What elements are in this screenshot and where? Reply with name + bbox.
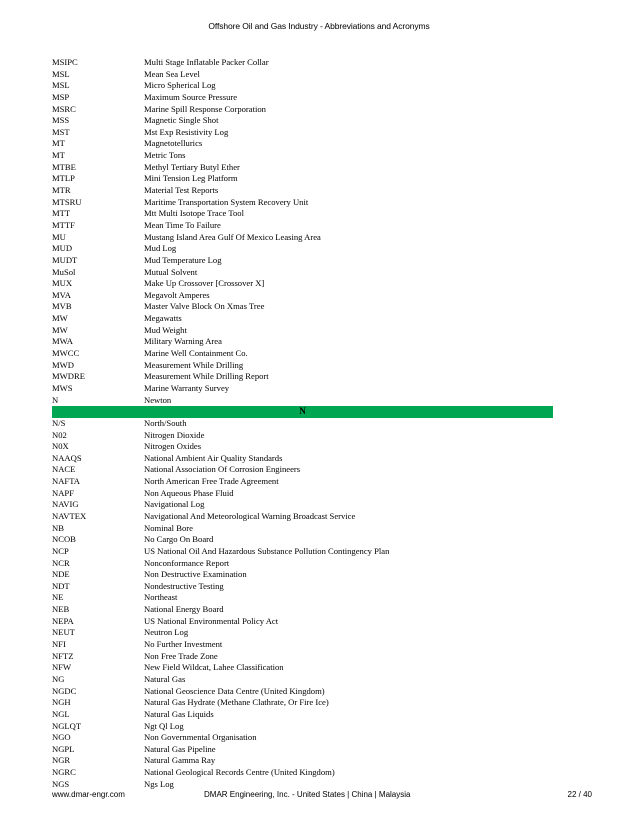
table-row: [52, 301, 553, 313]
abbreviation-cell: MT: [52, 150, 65, 161]
meaning-cell: Megavolt Amperes: [144, 289, 210, 300]
abbreviation-cell: MSL: [52, 80, 70, 91]
table-row: [52, 197, 553, 209]
meaning-cell: National Geoscience Data Centre (United Kingdom): [144, 685, 325, 696]
table-row: [52, 511, 553, 523]
abbreviation-table: [52, 57, 553, 790]
meaning-cell: Nitrogen Dioxide: [144, 429, 205, 440]
table-row: [52, 430, 553, 442]
abbreviation-cell: MSS: [52, 115, 70, 126]
abbreviation-cell: NGDC: [52, 685, 77, 696]
section-header-n: N: [52, 406, 553, 418]
meaning-cell: Natural Gas Hydrate (Methane Clathrate, Or Fire Ice): [144, 697, 329, 708]
table-row: [52, 336, 553, 348]
abbreviation-cell: NFW: [52, 662, 72, 673]
meaning-cell: Mean Sea Level: [144, 68, 200, 79]
table-row: [52, 371, 553, 383]
table-row: [52, 208, 553, 220]
table-row: [52, 127, 553, 139]
abbreviation-cell: MWS: [52, 382, 73, 393]
abbreviation-cell: NAPF: [52, 487, 74, 498]
abbreviation-cell: NGL: [52, 708, 70, 719]
table-row: [52, 360, 553, 372]
meaning-cell: Marine Warranty Survey: [144, 382, 230, 393]
abbreviation-cell: NAAQS: [52, 452, 82, 463]
meaning-cell: Mud Weight: [144, 324, 187, 335]
table-row: [52, 69, 553, 81]
table-row: [52, 243, 553, 255]
table-row: [52, 767, 553, 779]
abbreviation-cell: NGO: [52, 732, 71, 743]
meaning-cell: Non Aqueous Phase Fluid: [144, 487, 234, 498]
table-row: [52, 267, 553, 279]
abbreviation-cell: MWA: [52, 336, 74, 347]
abbreviation-cell: MTTF: [52, 219, 75, 230]
meaning-cell: Military Warning Area: [144, 336, 222, 347]
abbreviation-cell: MTSRU: [52, 196, 82, 207]
meaning-cell: No Cargo On Board: [144, 534, 214, 545]
table-row: [52, 80, 553, 92]
meaning-cell: Measurement While Drilling Report: [144, 371, 269, 382]
table-row: [52, 627, 553, 639]
table-row: [52, 162, 553, 174]
table-row: [52, 732, 553, 744]
table-row: [52, 173, 553, 185]
abbreviation-cell: NCP: [52, 545, 69, 556]
meaning-cell: Navigational And Meteorological Warning Broadcast Service: [144, 510, 356, 521]
meaning-cell: Mutual Solvent: [144, 266, 198, 277]
abbreviation-cell: MSP: [52, 91, 70, 102]
rows-m-group: [52, 57, 553, 406]
table-row: [52, 499, 553, 511]
table-row: [52, 104, 553, 116]
table-row: [52, 476, 553, 488]
abbreviation-cell: NEPA: [52, 615, 74, 626]
abbreviation-cell: NCR: [52, 557, 70, 568]
meaning-cell: No Further Investment: [144, 639, 223, 650]
meaning-cell: Natural Gas Liquids: [144, 708, 214, 719]
meaning-cell: Northeast: [144, 592, 178, 603]
meaning-cell: Newton: [144, 394, 172, 405]
meaning-cell: Magnetic Single Shot: [144, 115, 219, 126]
abbreviation-cell: MT: [52, 138, 65, 149]
table-row: [52, 57, 553, 69]
abbreviation-cell: NE: [52, 592, 64, 603]
table-row: [52, 569, 553, 581]
abbreviation-cell: NAFTA: [52, 476, 80, 487]
abbreviation-cell: NGRC: [52, 767, 76, 778]
table-row: [52, 744, 553, 756]
abbreviation-cell: NG: [52, 673, 65, 684]
rows-n-group: [52, 418, 553, 791]
meaning-cell: Nonconformance Report: [144, 557, 230, 568]
table-row: [52, 755, 553, 767]
table-row: [52, 546, 553, 558]
meaning-cell: New Field Wildcat, Lahee Classification: [144, 662, 284, 673]
abbreviation-cell: NDT: [52, 580, 70, 591]
table-row: [52, 674, 553, 686]
footer-page-number: 22 / 40: [567, 790, 592, 799]
table-row: [52, 325, 553, 337]
meaning-cell: Mini Tension Leg Platform: [144, 173, 238, 184]
abbreviation-cell: MSRC: [52, 103, 76, 114]
meaning-cell: Nitrogen Oxides: [144, 441, 202, 452]
meaning-cell: Neutron Log: [144, 627, 189, 638]
abbreviation-cell: NAVIG: [52, 499, 79, 510]
abbreviation-cell: NEUT: [52, 627, 75, 638]
meaning-cell: Natural Gas Pipeline: [144, 743, 216, 754]
table-row: [52, 220, 553, 232]
meaning-cell: Mud Log: [144, 243, 177, 254]
footer-website-link[interactable]: www.dmar-engr.com: [52, 790, 125, 799]
abbreviation-cell: MTR: [52, 185, 71, 196]
table-row: [52, 232, 553, 244]
meaning-cell: Non Governmental Organisation: [144, 732, 257, 743]
abbreviation-cell: MW: [52, 324, 68, 335]
table-row: [52, 441, 553, 453]
abbreviation-cell: MU: [52, 231, 66, 242]
table-row: [52, 639, 553, 651]
table-row: [52, 709, 553, 721]
table-row: [52, 150, 553, 162]
meaning-cell: Master Valve Block On Xmas Tree: [144, 301, 265, 312]
abbreviation-cell: NCOB: [52, 534, 76, 545]
meaning-cell: Mustang Island Area Gulf Of Mexico Leasing Area: [144, 231, 321, 242]
abbreviation-cell: MuSol: [52, 266, 76, 277]
abbreviation-cell: N02: [52, 429, 67, 440]
meaning-cell: Mst Exp Resistivity Log: [144, 126, 229, 137]
table-row: [52, 604, 553, 616]
table-row: [52, 464, 553, 476]
abbreviation-cell: MWDRE: [52, 371, 85, 382]
abbreviation-cell: MW: [52, 313, 68, 324]
meaning-cell: Marine Spill Response Corporation: [144, 103, 266, 114]
abbreviation-cell: MSIPC: [52, 57, 78, 67]
abbreviation-cell: NGPL: [52, 743, 75, 754]
meaning-cell: Ngt Ql Log: [144, 720, 184, 731]
table-row: [52, 255, 553, 267]
meaning-cell: Marine Well Containment Co.: [144, 348, 248, 359]
meaning-cell: National Ambient Air Quality Standards: [144, 452, 283, 463]
abbreviation-cell: N0X: [52, 441, 69, 452]
meaning-cell: Non Free Trade Zone: [144, 650, 218, 661]
meaning-cell: Megawatts: [144, 313, 182, 324]
table-row: [52, 278, 553, 290]
meaning-cell: Ngs Log: [144, 778, 174, 789]
table-row: [52, 534, 553, 546]
abbreviation-cell: MST: [52, 126, 70, 137]
table-row: [52, 779, 553, 791]
meaning-cell: Nondestructive Testing: [144, 580, 224, 591]
meaning-cell: National Association Of Corrosion Engineers: [144, 464, 301, 475]
abbreviation-cell: NGH: [52, 697, 71, 708]
table-row: [52, 348, 553, 360]
table-row: [52, 721, 553, 733]
meaning-cell: North American Free Trade Agreement: [144, 476, 279, 487]
meaning-cell: Methyl Tertiary Butyl Ether: [144, 161, 240, 172]
footer-company: DMAR Engineering, Inc. - United States | China | Malaysia: [204, 790, 411, 799]
page-title: Offshore Oil and Gas Industry - Abbreviations and Acronyms: [208, 21, 430, 31]
meaning-cell: Maximum Source Pressure: [144, 91, 238, 102]
meaning-cell: Material Test Reports: [144, 185, 219, 196]
table-row: [52, 453, 553, 465]
meaning-cell: Metric Tons: [144, 150, 186, 161]
table-row: [52, 290, 553, 302]
table-row: [52, 581, 553, 593]
abbreviation-cell: MVB: [52, 301, 72, 312]
abbreviation-cell: NFI: [52, 639, 66, 650]
abbreviation-cell: MUX: [52, 278, 73, 289]
meaning-cell: Multi Stage Inflatable Packer Collar: [144, 57, 269, 67]
abbreviation-cell: MUDT: [52, 254, 78, 265]
meaning-cell: National Geological Records Centre (United Kingdom): [144, 767, 335, 778]
table-row: [52, 686, 553, 698]
abbreviation-cell: NB: [52, 522, 64, 533]
meaning-cell: Nominal Bore: [144, 522, 193, 533]
abbreviation-cell: NDE: [52, 569, 70, 580]
meaning-cell: Mtt Multi Isotope Trace Tool: [144, 208, 244, 219]
abbreviation-cell: N/S: [52, 417, 66, 428]
table-row: [52, 488, 553, 500]
table-row: [52, 558, 553, 570]
abbreviation-cell: MTT: [52, 208, 71, 219]
table-row: [52, 697, 553, 709]
table-row: [52, 651, 553, 663]
meaning-cell: Natural Gamma Ray: [144, 755, 216, 766]
abbreviation-cell: N: [52, 394, 59, 405]
table-row: [52, 418, 553, 430]
abbreviation-cell: MVA: [52, 289, 71, 300]
abbreviation-cell: NEB: [52, 604, 70, 615]
abbreviation-cell: NGS: [52, 778, 70, 789]
meaning-cell: Mud Temperature Log: [144, 254, 222, 265]
table-row: [52, 138, 553, 150]
meaning-cell: Micro Spherical Log: [144, 80, 216, 91]
abbreviation-cell: NGLQT: [52, 720, 82, 731]
abbreviation-cell: MSL: [52, 68, 70, 79]
table-row: [52, 395, 553, 407]
meaning-cell: Make Up Crossover [Crossover X]: [144, 278, 265, 289]
table-row: [52, 92, 553, 104]
table-row: [52, 383, 553, 395]
meaning-cell: Maritime Transportation System Recovery Unit: [144, 196, 309, 207]
meaning-cell: US National Environmental Policy Act: [144, 615, 279, 626]
abbreviation-cell: NFTZ: [52, 650, 74, 661]
meaning-cell: Mean Time To Failure: [144, 219, 221, 230]
table-row: [52, 592, 553, 604]
abbreviation-cell: NACE: [52, 464, 76, 475]
meaning-cell: Non Destructive Examination: [144, 569, 247, 580]
abbreviation-cell: MUD: [52, 243, 73, 254]
abbreviation-cell: NGR: [52, 755, 71, 766]
table-row: [52, 523, 553, 535]
table-row: [52, 115, 553, 127]
table-row: [52, 616, 553, 628]
abbreviation-cell: NAVTEX: [52, 510, 87, 521]
abbreviation-cell: MTLP: [52, 173, 75, 184]
meaning-cell: Natural Gas: [144, 673, 186, 684]
meaning-cell: Navigational Log: [144, 499, 205, 510]
meaning-cell: Magnetotellurics: [144, 138, 203, 149]
meaning-cell: North/South: [144, 417, 187, 428]
meaning-cell: US National Oil And Hazardous Substance Pollution Contingency Plan: [144, 545, 390, 556]
abbreviation-cell: MWCC: [52, 348, 80, 359]
table-row: [52, 313, 553, 325]
table-row: [52, 662, 553, 674]
meaning-cell: Measurement While Drilling: [144, 359, 244, 370]
abbreviation-cell: MWD: [52, 359, 74, 370]
abbreviation-cell: MTBE: [52, 161, 76, 172]
meaning-cell: National Energy Board: [144, 604, 224, 615]
table-row: [52, 185, 553, 197]
